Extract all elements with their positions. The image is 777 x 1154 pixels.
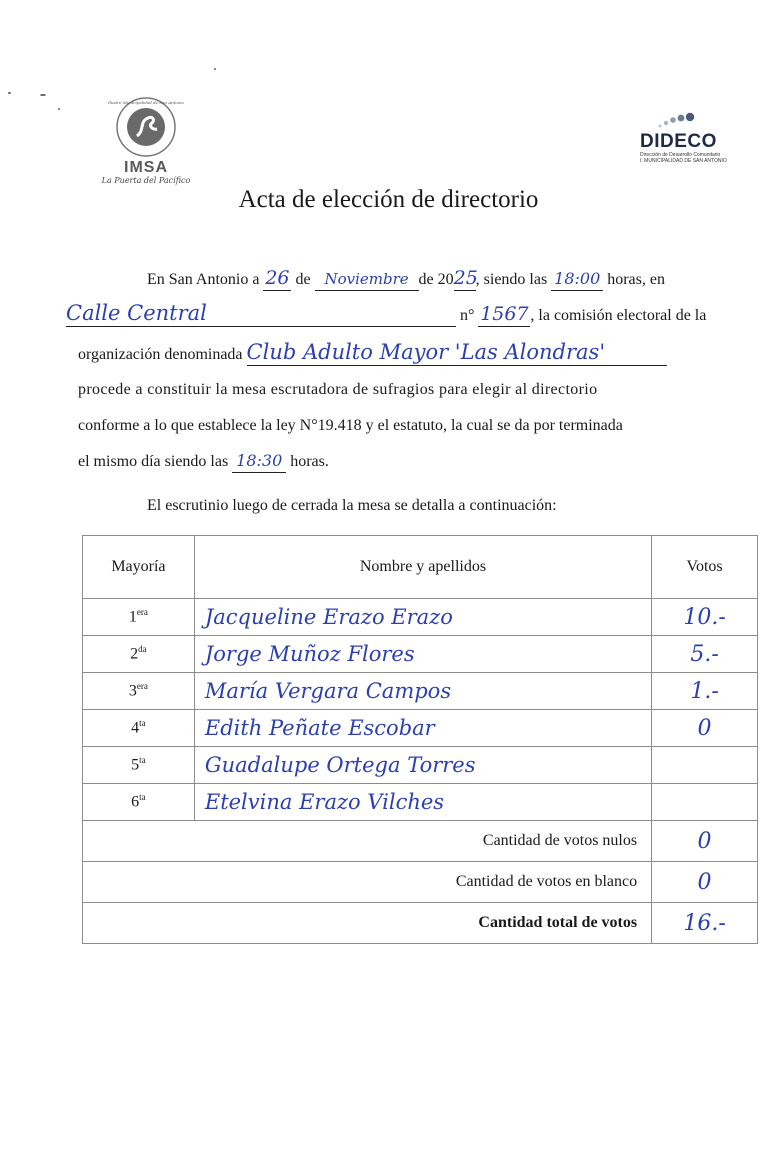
position-number: 5 bbox=[131, 756, 140, 774]
intro-text: n° bbox=[460, 307, 475, 324]
intro-text: , siendo las bbox=[475, 271, 548, 288]
street-value: Calle Central bbox=[66, 301, 207, 325]
position-cell bbox=[83, 599, 195, 636]
total-value: 16.- bbox=[683, 911, 726, 936]
document-title: Acta de elección de directorio bbox=[238, 186, 539, 213]
name-cell[interactable] bbox=[194, 747, 651, 784]
end-time-field[interactable] bbox=[232, 451, 286, 473]
votes-cell[interactable] bbox=[652, 747, 758, 784]
intro-text: En San Antonio a bbox=[147, 271, 260, 288]
day-field[interactable] bbox=[263, 268, 291, 291]
position-cell bbox=[83, 636, 195, 673]
intro-text: organización denominada bbox=[78, 346, 243, 363]
municipal-seal-icon bbox=[108, 96, 184, 158]
total-row bbox=[83, 903, 758, 944]
intro-text: de 20 bbox=[418, 271, 454, 288]
total-value-cell[interactable] bbox=[652, 903, 758, 944]
svg-text:Ilustre Municipalidad de San A: Ilustre Municipalidad de San Antonio bbox=[108, 100, 184, 105]
intro-line-2 bbox=[66, 303, 766, 328]
blanco-value-cell[interactable] bbox=[652, 862, 758, 903]
votes-cell[interactable] bbox=[652, 673, 758, 710]
organization-field[interactable] bbox=[247, 342, 667, 366]
candidate-name: Guadalupe Ortega Torres bbox=[204, 752, 476, 777]
vote-count: 1.- bbox=[690, 679, 719, 704]
candidate-name: María Vergara Campos bbox=[204, 678, 452, 703]
scan-speck bbox=[214, 68, 216, 70]
position-suffix: da bbox=[138, 644, 147, 655]
votes-cell[interactable] bbox=[652, 599, 758, 636]
position-suffix: ta bbox=[139, 755, 146, 766]
year-field[interactable] bbox=[454, 268, 476, 291]
votes-cell[interactable] bbox=[652, 636, 758, 673]
vote-count: 10.- bbox=[683, 605, 726, 630]
intro-line-5: conforme a lo que establece la ley N°19.418 y el estatuto, la cual se da por terminada bbox=[78, 417, 623, 434]
imsa-wordmark: IMSA bbox=[124, 159, 168, 176]
name-cell[interactable] bbox=[194, 784, 651, 821]
table-row bbox=[83, 784, 758, 821]
header-votos: Votos bbox=[652, 536, 758, 599]
intro-text: el mismo día siendo las bbox=[78, 453, 229, 470]
nulos-value: 0 bbox=[697, 829, 712, 854]
scan-speck bbox=[40, 94, 46, 96]
position-number: 2 bbox=[130, 645, 139, 663]
intro-line-1 bbox=[147, 268, 767, 292]
position-number: 4 bbox=[131, 719, 140, 737]
position-cell bbox=[83, 747, 195, 784]
blanco-row bbox=[83, 862, 758, 903]
end-time-value: 18:30 bbox=[236, 451, 283, 470]
month-value: Noviembre bbox=[324, 270, 409, 288]
organization-value: Club Adulto Mayor 'Las Alondras' bbox=[246, 340, 606, 364]
position-cell bbox=[83, 673, 195, 710]
position-suffix: ta bbox=[139, 718, 146, 729]
number-field[interactable] bbox=[478, 304, 530, 327]
nulos-label: Cantidad de votos nulos bbox=[83, 821, 652, 862]
votes-cell[interactable] bbox=[652, 784, 758, 821]
nulos-row bbox=[83, 821, 758, 862]
vote-count: 5.- bbox=[690, 642, 719, 667]
table-row bbox=[83, 710, 758, 747]
intro-text: , la comisión electoral de la bbox=[530, 307, 707, 324]
imsa-logo bbox=[96, 96, 196, 186]
dideco-logo bbox=[640, 108, 750, 164]
intro-text: horas. bbox=[290, 453, 329, 470]
intro-text: horas, en bbox=[607, 271, 665, 288]
nulos-value-cell[interactable] bbox=[652, 821, 758, 862]
name-cell[interactable] bbox=[194, 599, 651, 636]
position-number: 1 bbox=[128, 608, 137, 626]
blanco-label: Cantidad de votos en blanco bbox=[83, 862, 652, 903]
header-nombre: Nombre y apellidos bbox=[194, 536, 651, 599]
dideco-subtitle-1: Dirección de Desarrollo Comunitario bbox=[640, 152, 721, 158]
street-field[interactable] bbox=[66, 303, 456, 327]
dots-icon bbox=[640, 108, 750, 132]
intro-line-6 bbox=[78, 450, 758, 474]
dideco-wordmark: DIDECO bbox=[640, 131, 717, 152]
position-cell bbox=[83, 784, 195, 821]
vote-count: 0 bbox=[697, 716, 712, 741]
candidate-name: Edith Peñate Escobar bbox=[204, 715, 435, 740]
intro-text: de bbox=[295, 271, 311, 288]
name-cell[interactable] bbox=[194, 673, 651, 710]
candidate-name: Jacqueline Erazo Erazo bbox=[204, 604, 453, 629]
position-suffix: ta bbox=[139, 792, 146, 803]
table-row bbox=[83, 673, 758, 710]
blanco-value: 0 bbox=[697, 870, 712, 895]
scan-speck bbox=[8, 92, 11, 94]
table-row bbox=[83, 636, 758, 673]
scan-speck bbox=[58, 108, 60, 110]
escrutinio-text: El escrutinio luego de cerrada la mesa se detalla a continuación: bbox=[147, 497, 557, 514]
position-suffix: era bbox=[136, 681, 148, 692]
table-row bbox=[83, 747, 758, 784]
name-cell[interactable] bbox=[194, 710, 651, 747]
total-label: Cantidad total de votos bbox=[83, 903, 652, 944]
position-suffix: era bbox=[136, 607, 148, 618]
number-value: 1567 bbox=[480, 303, 529, 325]
header-mayoria: Mayoría bbox=[83, 536, 195, 599]
results-table bbox=[82, 535, 758, 944]
month-field[interactable] bbox=[315, 269, 419, 291]
position-number: 6 bbox=[131, 793, 140, 811]
intro-line-4: procede a constituir la mesa escrutadora de sufragios para elegir al directorio bbox=[78, 381, 598, 398]
position-cell bbox=[83, 710, 195, 747]
name-cell[interactable] bbox=[194, 636, 651, 673]
start-time-value: 18:00 bbox=[554, 269, 601, 288]
table-header-row bbox=[83, 536, 758, 599]
votes-cell[interactable] bbox=[652, 710, 758, 747]
dideco-subtitle-2: I. MUNICIPALIDAD DE SAN ANTONIO bbox=[640, 158, 727, 164]
position-number: 3 bbox=[128, 682, 137, 700]
candidate-name: Jorge Muñoz Flores bbox=[204, 641, 415, 666]
intro-line-3 bbox=[78, 342, 758, 367]
year-value: 25 bbox=[453, 267, 478, 289]
start-time-field[interactable] bbox=[551, 269, 603, 291]
day-value: 26 bbox=[265, 267, 290, 289]
candidate-name: Etelvina Erazo Vilches bbox=[204, 789, 445, 814]
imsa-tagline: La Puerta del Pacífico bbox=[101, 176, 191, 185]
table-row bbox=[83, 599, 758, 636]
